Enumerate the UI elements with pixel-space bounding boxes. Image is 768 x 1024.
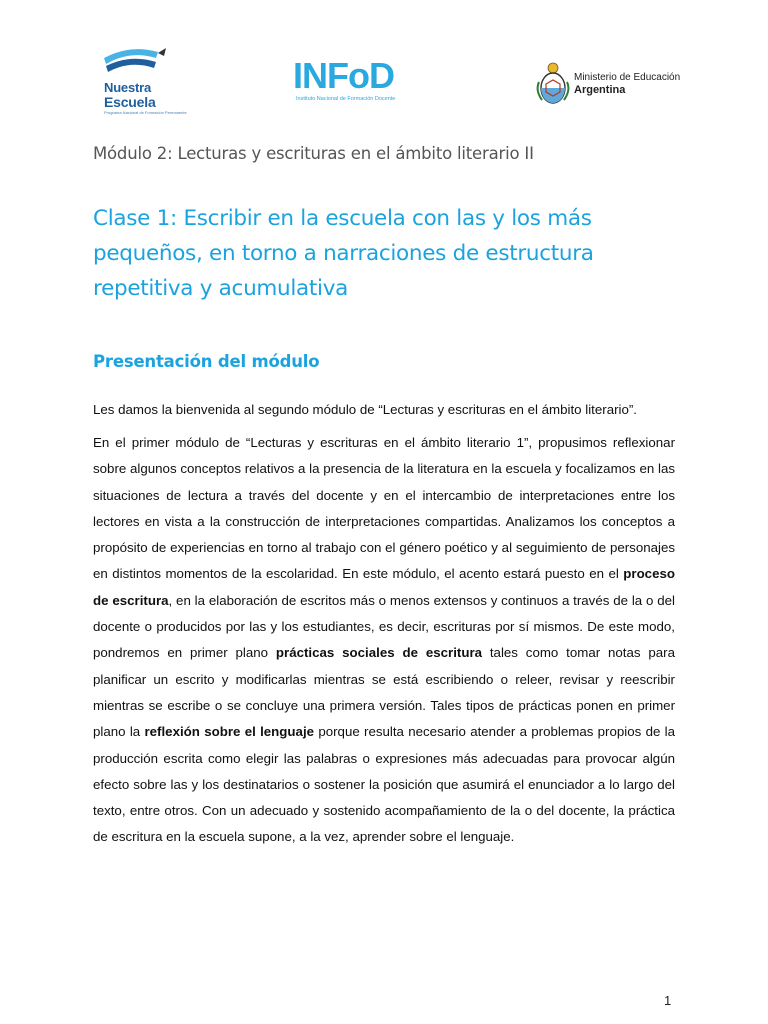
infod-wordmark: INFoD	[293, 55, 394, 96]
nuestra-escuela-logo	[96, 44, 187, 116]
logo-word-escuela: Escuela	[104, 94, 156, 110]
body-text-segment: tales como tomar notas para planificar un escrito y modificarlas mientras se está escribiendo o releer, revisar y reescribir mientras se escribe o se concluye una primera versión. Tales tipos de prácticas ponen en primer plano la	[93, 645, 675, 740]
body-text-segment: , en la elaboración de escritos más o menos extensos y continuos a través de la o del docente o producidos por las y los estudiantes, es decir, escrituras por sí mismos. De este modo, pondremos en primer plano	[93, 592, 675, 661]
infod-tagline: Instituto Nacional de Formación Docente	[296, 96, 396, 102]
ministerio-name: Ministerio de Educación	[574, 72, 681, 83]
ministerio-country: Argentina	[574, 84, 626, 96]
page-header	[0, 40, 768, 120]
logo-word-nuestra: Nuestra	[104, 80, 152, 95]
bold-phrase-proceso-de-escritura: proceso de escritura	[93, 566, 675, 608]
infod-logo	[293, 55, 433, 110]
class-title: Clase 1: Escribir en la escuela con las y los más pequeños, en torno a narraciones de estructura repetitiva y acumulativa	[93, 206, 594, 301]
logo-tagline: Programa Nacional de Formación Permanente	[104, 110, 187, 115]
bold-phrase-practicas-sociales: prácticas sociales de escritura	[275, 645, 483, 661]
ministerio-logo	[536, 60, 696, 110]
bold-phrase-reflexion-lenguaje: reflexión sobre el lenguaje	[144, 724, 315, 740]
welcome-paragraph: Les damos la bienvenida al segundo módulo de “Lecturas y escrituras en el ámbito literario”.	[93, 402, 637, 417]
wave-logo-icon	[98, 44, 170, 80]
section-title: Presentación del módulo	[93, 352, 320, 371]
body-text-segment: En el primer módulo de “Lecturas y escrituras en el ámbito literario 1”, propusimos reflexionar sobre algunos conceptos relativos a la presencia de la literatura en la escuela y focalizamos en las situaciones de lectura a través del docente y en el intercambio de interpretaciones entre los lectores en vista a la construcción de interpretaciones compartidas. Analizamos los conceptos a propósito de experiencias en torno al trabajo con el género poético y al seguimiento de personajes en distintos momentos de la escolaridad. En este módulo, el acento estará puesto en el	[93, 435, 675, 582]
body-text-segment: porque resulta necesario atender a problemas propios de la producción escrita como elegir las palabras o expresiones más adecuadas para provocar algún efecto sobre las y los destinatarios o sostener la posición que asumirá el enunciador a lo largo del texto, entre otros. Con un adecuado y sostenido acompañamiento de la o del docente, la práctica de escritura en la escuela supone, a la vez, aprender sobre el lenguaje.	[93, 724, 676, 845]
body-paragraph	[93, 430, 675, 851]
coat-of-arms-icon	[536, 60, 570, 108]
page-number: 1	[664, 993, 672, 1008]
module-title: Módulo 2: Lecturas y escrituras en el ámbito literario II	[93, 144, 534, 163]
